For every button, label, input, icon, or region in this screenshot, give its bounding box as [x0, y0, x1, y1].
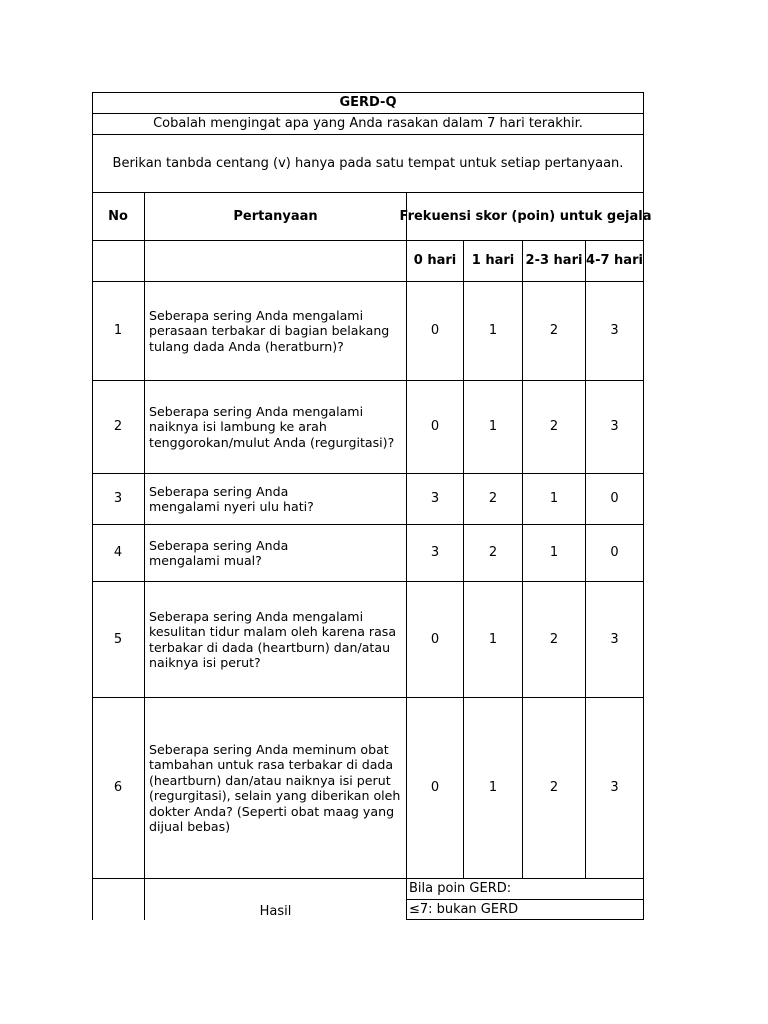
header-question: Pertanyaan	[233, 208, 318, 224]
header-0-hari: 0 hari	[413, 253, 457, 269]
question-text: Seberapa sering Anda mengalami naiknya isi lambung ke arah tenggorokan/mulut Anda (regurgitasi)?	[149, 403, 395, 450]
header-frequency: Frekuensi skor (poin) untuk gejala	[399, 208, 652, 224]
score-cell[interactable]: 2	[549, 419, 559, 435]
score-cell[interactable]: 3	[610, 631, 619, 647]
score-cell[interactable]: 0	[610, 491, 619, 507]
header-2-3-hari: 2-3 hari	[525, 253, 583, 269]
score-cell[interactable]: 3	[430, 491, 440, 507]
row-number: 3	[113, 491, 123, 507]
score-cell[interactable]: 3	[610, 323, 619, 339]
result-label: Hasil	[259, 904, 292, 920]
score-cell[interactable]: 1	[488, 419, 498, 435]
score-cell[interactable]: 2	[488, 545, 498, 561]
instruction-recall: Cobalah mengingat apa yang Anda rasakan dalam 7 hari terakhir.	[153, 116, 583, 132]
instruction-checkmark: Berikan tanbda centang (v) hanya pada satu tempat untuk setiap pertanyaan.	[112, 155, 624, 171]
score-cell[interactable]: 0	[430, 780, 440, 796]
gerdq-table	[92, 92, 652, 920]
question-text: Seberapa sering Anda meminum obat tambahan untuk rasa terbakar di dada (heartburn) dan/atau naiknya isi perut (regurgitasi), selain yang diberikan oleh dokter Anda? (Seperti obat maag yang dijual bebas)	[149, 741, 401, 834]
row-number: 5	[113, 631, 123, 647]
header-1-hari: 1 hari	[471, 253, 515, 269]
header-no: No	[108, 208, 128, 224]
question-text: Seberapa sering Anda mengalami mual?	[149, 537, 289, 568]
row-number: 1	[113, 323, 123, 339]
row-number: 2	[113, 419, 123, 435]
score-cell[interactable]: 1	[549, 491, 559, 507]
table-rule	[406, 919, 644, 920]
header-4-7-hari: 4-7 hari	[586, 253, 643, 269]
score-cell[interactable]: 1	[488, 323, 498, 339]
result-note: Bila poin GERD:	[409, 881, 512, 897]
score-cell[interactable]: 0	[610, 545, 619, 561]
score-cell[interactable]: 0	[430, 631, 440, 647]
form-title: GERD-Q	[339, 95, 397, 111]
score-cell[interactable]: 2	[549, 780, 559, 796]
score-cell[interactable]: 1	[488, 631, 498, 647]
score-cell[interactable]: 3	[610, 780, 619, 796]
question-text: Seberapa sering Anda mengalami nyeri ulu hati?	[149, 483, 314, 514]
score-cell[interactable]: 3	[610, 419, 619, 435]
score-cell[interactable]: 2	[488, 491, 498, 507]
score-cell[interactable]: 1	[549, 545, 559, 561]
question-text: Seberapa sering Anda mengalami perasaan terbakar di bagian belakang tulang dada Anda (heratburn)?	[149, 307, 390, 354]
row-number: 6	[113, 780, 123, 796]
question-text: Seberapa sering Anda mengalami kesulitan tidur malam oleh karena rasa terbakar di dada (heartburn) dan/atau naiknya isi perut?	[149, 608, 397, 670]
score-cell[interactable]: 3	[430, 545, 440, 561]
score-cell[interactable]: 1	[488, 780, 498, 796]
score-cell[interactable]: 0	[430, 323, 440, 339]
score-cell[interactable]: 2	[549, 631, 559, 647]
row-number: 4	[113, 545, 123, 561]
score-cell[interactable]: 0	[430, 419, 440, 435]
score-cell[interactable]: 2	[549, 323, 559, 339]
result-criterion: ≤7: bukan GERD	[409, 901, 519, 917]
